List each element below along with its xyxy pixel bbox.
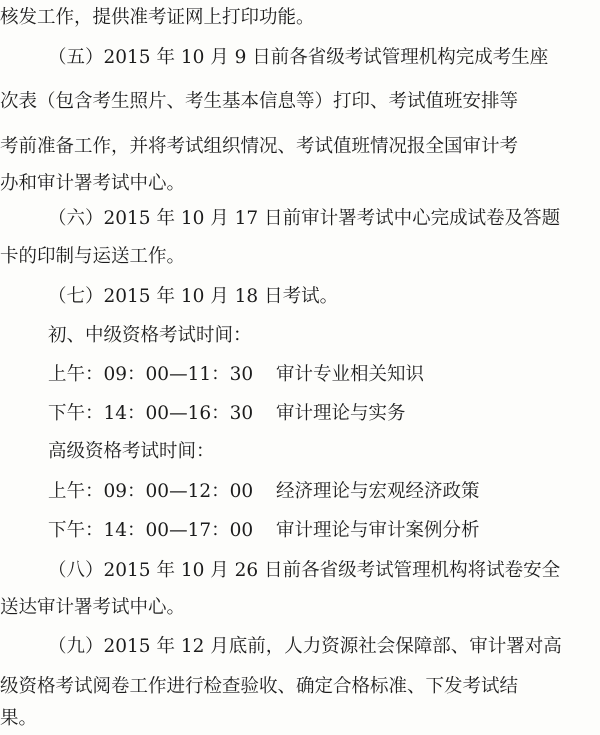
schedule-time: 下午：14：00—16：30 [48,403,254,424]
text-line: 次表（包含考生照片、考生基本信息等）打印、考试值班安排等 [0,91,519,112]
schedule-time: 上午：09：00—11：30 [48,364,254,385]
text-line: 卡的印制与运送工作。 [0,246,186,267]
schedule-row [48,517,480,545]
paragraph-eight-line: （八）2015 年 10 月 26 日前各省级考试管理机构将试卷安全 [48,560,561,581]
schedule-time: 上午：09：00—12：00 [48,481,254,502]
paragraph-nine-line: （九）2015 年 12 月底前，人力资源社会保障部、审计署对高 [48,636,562,657]
paragraph-six-line: （六）2015 年 10 月 17 日前审计署考试中心完成试卷及答题 [48,208,561,229]
text-line: 果。 [0,708,38,729]
text-line: 核发工作，提供准考证网上打印功能。 [0,7,315,28]
schedule-time: 下午：14：00—17：00 [48,520,254,541]
schedule-subject: 审计专业相关知识 [276,364,425,385]
schedule-row [48,361,425,389]
paragraph-five-line: （五）2015 年 10 月 9 日前各省级考试管理机构完成考生座 [48,47,549,68]
paragraph-seven-line: （七）2015 年 10 月 18 日考试。 [48,286,339,307]
senior-exam-heading: 高级资格考试时间： [48,441,215,462]
text-line: 级资格考试阅卷工作进行检查验收、确定合格标准、下发考试结 [0,676,519,697]
schedule-row [48,478,480,506]
text-line: 送达审计署考试中心。 [0,597,186,618]
schedule-subject: 审计理论与实务 [276,403,406,424]
text-line: 办和审计署考试中心。 [0,173,186,194]
schedule-row [48,400,406,428]
schedule-subject: 审计理论与审计案例分析 [276,520,480,541]
junior-intermediate-exam-heading: 初、中级资格考试时间： [48,325,252,346]
schedule-subject: 经济理论与宏观经济政策 [276,481,480,502]
text-line: 考前准备工作，并将考试组织情况、考试值班情况报全国审计考 [0,136,519,157]
